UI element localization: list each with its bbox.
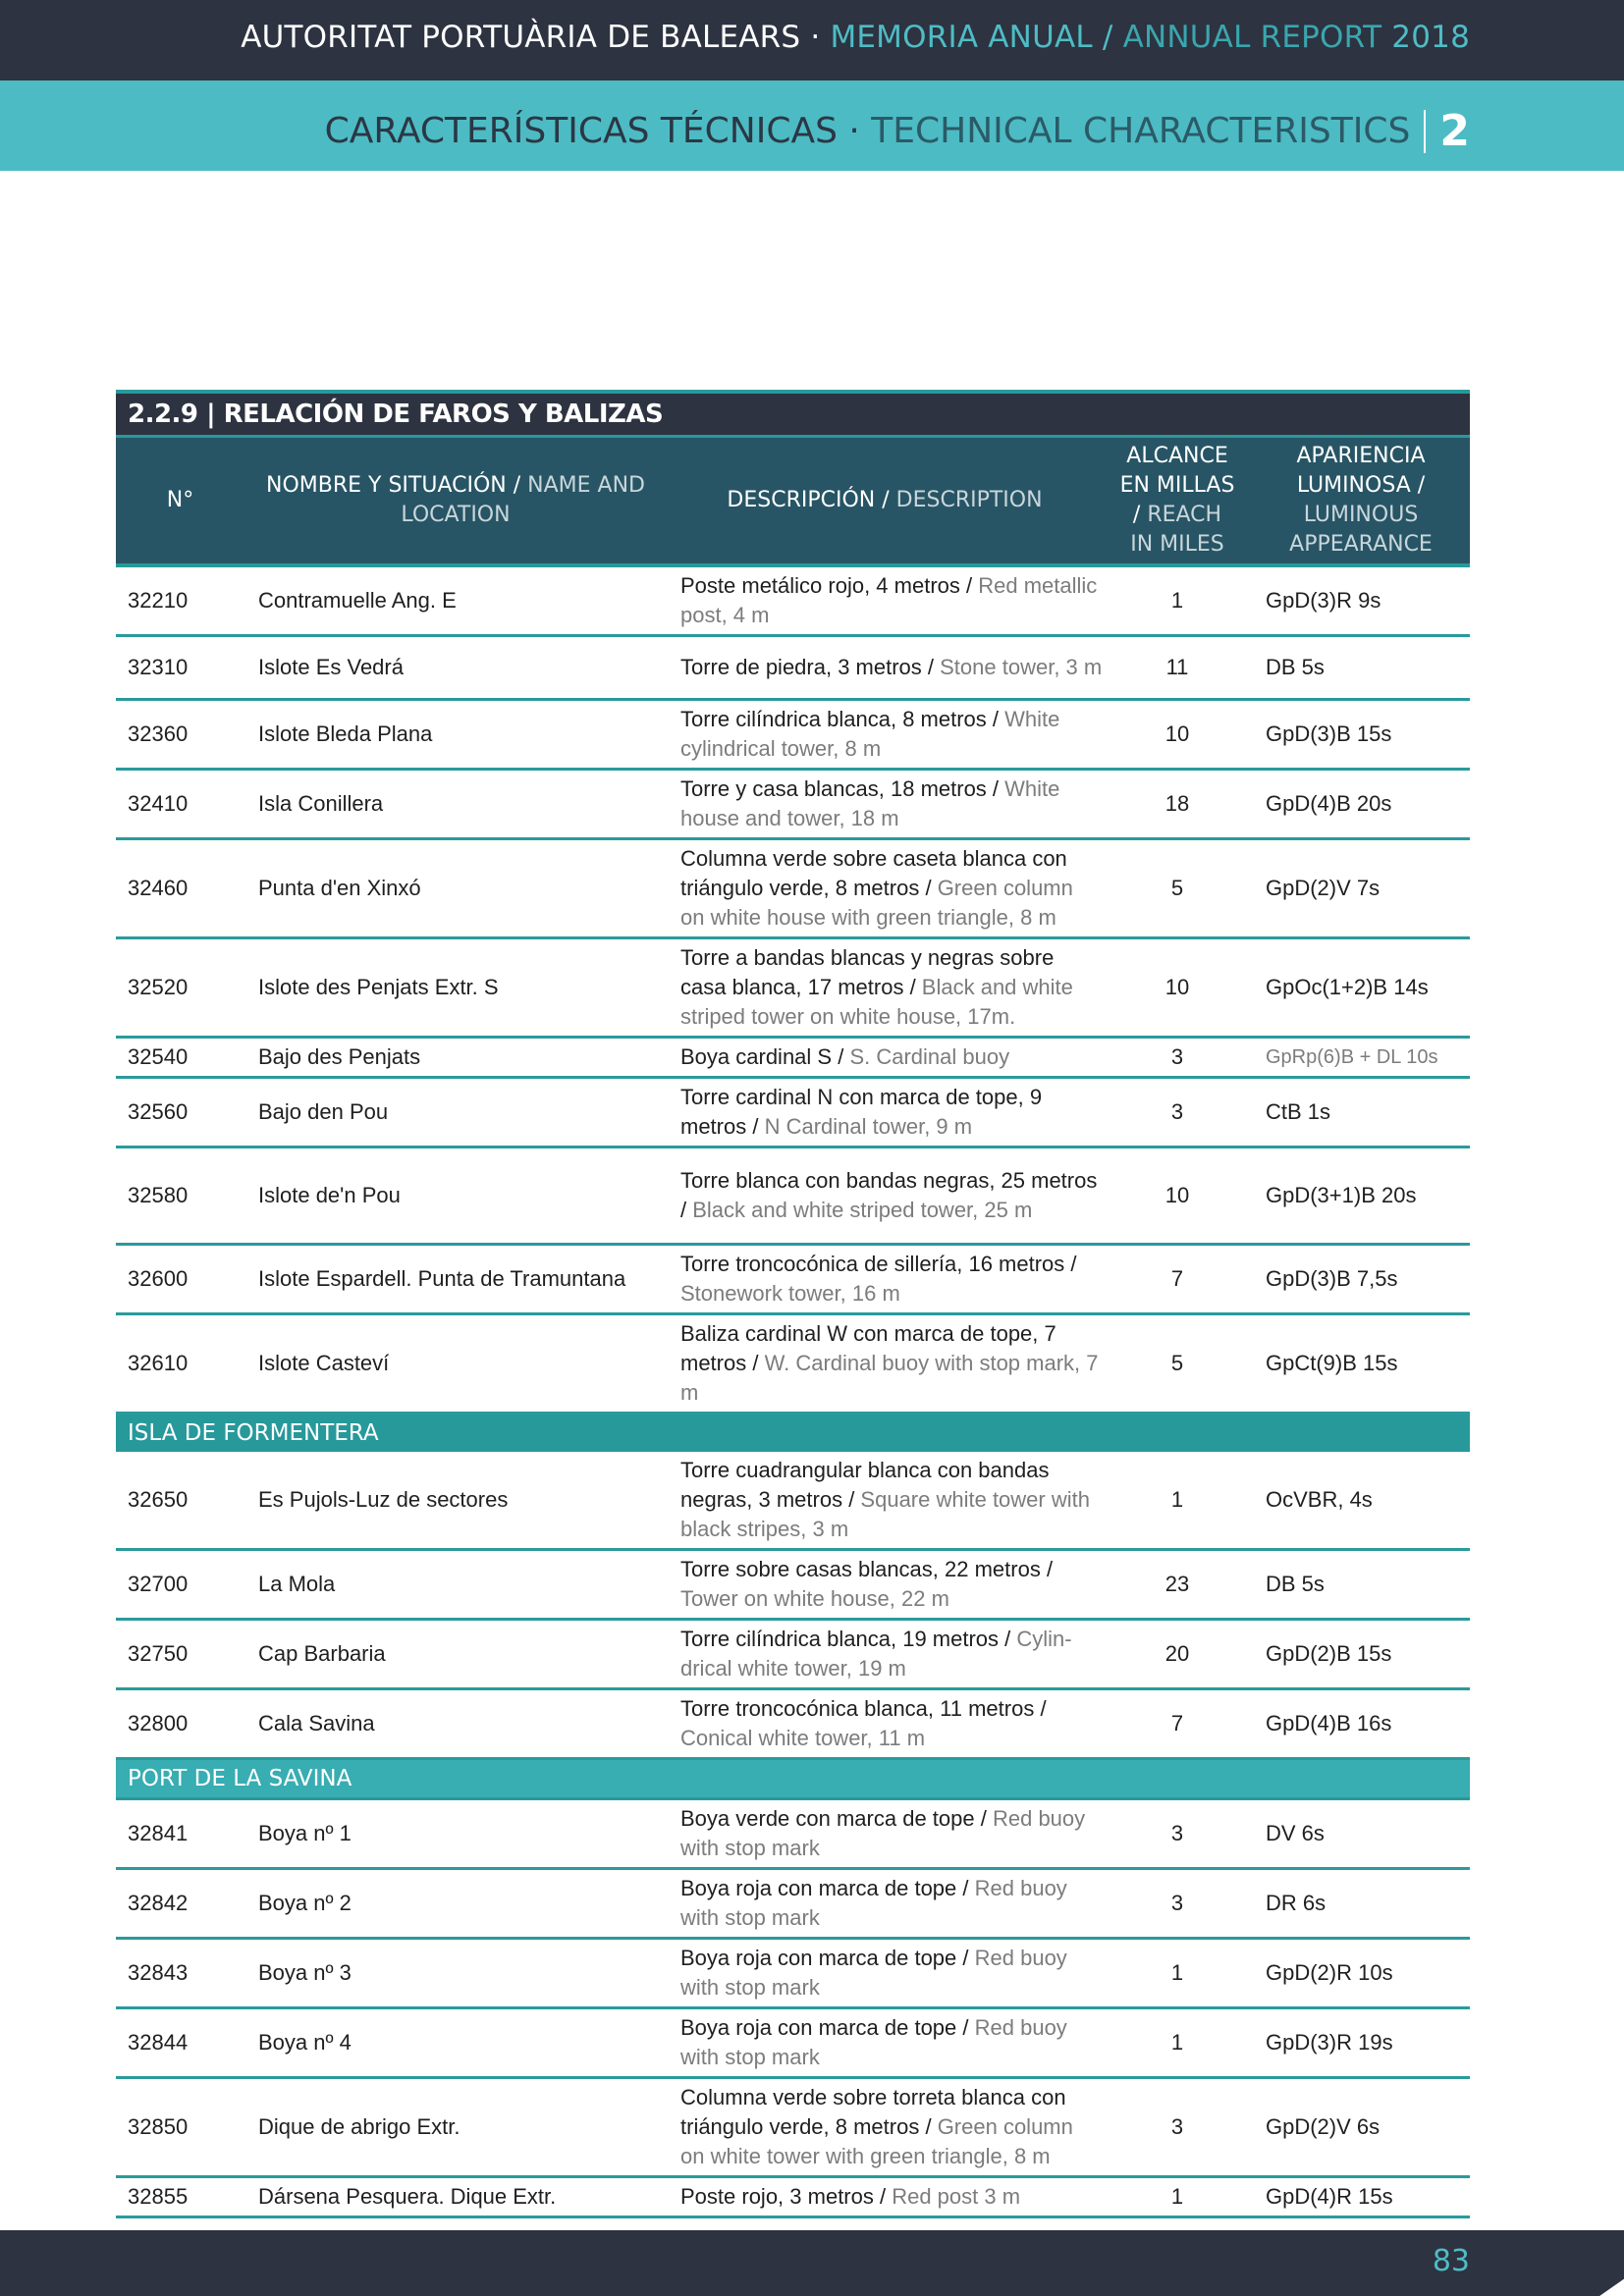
row-reach: 10 bbox=[1164, 721, 1190, 746]
description-es: Torre cardinal N con marca de tope, 9 metros / bbox=[680, 1085, 1043, 1139]
description-en: S. Cardinal buoy bbox=[849, 1044, 1010, 1069]
row-number: 32855 bbox=[128, 2184, 189, 2209]
col-header-appearance-en: LUMINOUS APPEARANCE bbox=[1289, 503, 1433, 557]
row-name: Islote Espardell. Punta de Tramuntana bbox=[258, 1266, 626, 1291]
description-en: Cylin-drical white tower, 19 m bbox=[680, 1627, 1072, 1681]
description-es: Torre de piedra, 3 metros / bbox=[680, 655, 941, 679]
row-appearance: DB 5s bbox=[1266, 655, 1325, 679]
row-number: 32800 bbox=[128, 1711, 189, 1735]
row-name: Cala Savina bbox=[258, 1711, 375, 1735]
row-reach: 1 bbox=[1170, 2184, 1184, 2209]
table-row bbox=[116, 567, 1470, 637]
row-appearance: GpD(3)B 7,5s bbox=[1266, 1266, 1398, 1291]
description-es: Torre cilíndrica blanca, 19 metros / bbox=[680, 1627, 1017, 1651]
row-description bbox=[667, 1800, 1103, 1867]
description-es: Columna verde sobre caseta blanca con triángulo verde, 8 metros / bbox=[680, 846, 1067, 900]
group-header: ISLA DE FORMENTERA bbox=[116, 1415, 1470, 1452]
description-en: Conical white tower, 11 m bbox=[680, 1726, 926, 1750]
row-appearance: GpD(2)B 15s bbox=[1266, 1641, 1392, 1666]
row-reach: 3 bbox=[1170, 1099, 1184, 1124]
row-name: Boya nº 2 bbox=[258, 1891, 352, 1915]
top-header-bar bbox=[0, 0, 1624, 80]
row-description bbox=[667, 1315, 1103, 1412]
description-es: Torre troncocónica blanca, 11 metros / bbox=[680, 1696, 1047, 1721]
row-appearance: DV 6s bbox=[1266, 1821, 1325, 1845]
row-appearance: GpD(3)R 9s bbox=[1266, 588, 1381, 613]
row-name: Boya nº 3 bbox=[258, 1960, 352, 1985]
row-number: 32610 bbox=[128, 1351, 189, 1375]
row-appearance: GpD(4)R 15s bbox=[1266, 2184, 1393, 2209]
col-header-appearance-label bbox=[1252, 442, 1470, 560]
row-number: 32844 bbox=[128, 2030, 189, 2055]
row-number: 32842 bbox=[128, 1891, 189, 1915]
row-appearance: OcVBR, 4s bbox=[1266, 1487, 1373, 1512]
chapter-title-es: CARACTERÍSTICAS TÉCNICAS bbox=[324, 111, 838, 151]
row-appearance: DB 5s bbox=[1266, 1572, 1325, 1596]
col-header-name-label bbox=[244, 471, 667, 530]
row-number: 32841 bbox=[128, 1821, 189, 1845]
row-name: Dársena Pesquera. Dique Extr. bbox=[258, 2184, 557, 2209]
table-header bbox=[116, 435, 1470, 567]
row-name: Islote Es Vedrá bbox=[258, 655, 404, 679]
separator: · bbox=[837, 111, 872, 151]
description-en: White house and tower, 18 m bbox=[680, 776, 1060, 830]
chapter-title bbox=[325, 106, 1470, 156]
row-description bbox=[667, 649, 1103, 686]
page-number: 83 bbox=[1432, 2244, 1470, 2278]
description-en: Red post 3 m bbox=[892, 2184, 1021, 2209]
table-row bbox=[116, 939, 1470, 1039]
row-description bbox=[667, 1940, 1103, 2006]
row-name: Islote des Penjats Extr. S bbox=[258, 975, 499, 999]
description-es: Boya roja con marca de tope / bbox=[680, 2015, 975, 2040]
table-row bbox=[116, 771, 1470, 840]
table-row bbox=[116, 2079, 1470, 2178]
table-row bbox=[116, 1079, 1470, 1148]
description-es: Boya cardinal S / bbox=[680, 1044, 850, 1069]
col-header-desc-es: DESCRIPCIÓN / bbox=[727, 488, 896, 512]
row-appearance: GpD(2)R 10s bbox=[1266, 1960, 1393, 1985]
col-header-reach-label bbox=[1103, 442, 1252, 560]
row-appearance: GpD(2)V 7s bbox=[1266, 876, 1380, 900]
row-name: Cap Barbaria bbox=[258, 1641, 386, 1666]
row-name: Boya nº 1 bbox=[258, 1821, 352, 1845]
row-number: 32210 bbox=[128, 588, 189, 613]
row-number: 32360 bbox=[128, 721, 189, 746]
row-reach: 10 bbox=[1164, 975, 1190, 999]
description-en: Black and white striped tower on white house, 17m. bbox=[680, 975, 1073, 1029]
row-name: Islote Casteví bbox=[258, 1351, 390, 1375]
row-description bbox=[667, 1690, 1103, 1757]
row-description bbox=[667, 2178, 1103, 2216]
col-header-appearance-es: APARIENCIA LUMINOSA / bbox=[1296, 444, 1426, 498]
col-header-description bbox=[667, 438, 1103, 563]
row-reach: 3 bbox=[1170, 1821, 1184, 1845]
description-en: Red metallic post, 4 m bbox=[680, 573, 1098, 627]
row-number: 32540 bbox=[128, 1044, 189, 1069]
row-description bbox=[667, 1246, 1103, 1312]
report-label-en: ANNUAL REPORT bbox=[1122, 20, 1382, 55]
table-row bbox=[116, 840, 1470, 939]
table-row bbox=[116, 1940, 1470, 2009]
description-en: Red buoy with stop mark bbox=[680, 1876, 1067, 1930]
row-reach: 10 bbox=[1164, 1183, 1190, 1207]
row-appearance: GpOc(1+2)B 14s bbox=[1266, 975, 1429, 999]
row-description bbox=[667, 1079, 1103, 1146]
col-header-appearance bbox=[1252, 438, 1470, 563]
table-row bbox=[116, 1870, 1470, 1940]
description-es: Boya roja con marca de tope / bbox=[680, 1946, 975, 1970]
row-description bbox=[667, 1039, 1103, 1076]
group-header: PORT DE LA SAVINA bbox=[116, 1760, 1470, 1800]
row-number: 32850 bbox=[128, 2114, 189, 2139]
description-en: Tower on white house, 22 m bbox=[680, 1586, 949, 1611]
col-header-reach-es: ALCANCE EN MILLAS / bbox=[1119, 444, 1235, 527]
description-es: Boya roja con marca de tope / bbox=[680, 1876, 975, 1900]
row-reach: 1 bbox=[1170, 2030, 1184, 2055]
row-reach: 20 bbox=[1164, 1641, 1190, 1666]
row-number: 32520 bbox=[128, 975, 189, 999]
table-row bbox=[116, 1148, 1470, 1246]
description-en: W. Cardinal buoy with stop mark, 7 m bbox=[680, 1351, 1099, 1405]
row-number: 32560 bbox=[128, 1099, 189, 1124]
row-description bbox=[667, 2079, 1103, 2175]
row-appearance: GpD(2)V 6s bbox=[1266, 2114, 1380, 2139]
row-reach: 5 bbox=[1170, 876, 1184, 900]
row-reach: 7 bbox=[1170, 1711, 1184, 1735]
col-header-name bbox=[244, 438, 667, 563]
table-row bbox=[116, 1800, 1470, 1870]
row-description bbox=[667, 701, 1103, 768]
row-name: Bajo des Penjats bbox=[258, 1044, 421, 1069]
row-reach: 1 bbox=[1170, 588, 1184, 613]
col-header-number bbox=[116, 438, 244, 563]
row-description bbox=[667, 840, 1103, 936]
col-header-desc-en: DESCRIPTION bbox=[895, 488, 1043, 512]
row-appearance: GpD(4)B 20s bbox=[1266, 791, 1392, 816]
row-name: Dique de abrigo Extr. bbox=[258, 2114, 460, 2139]
row-name: Islote de'n Pou bbox=[258, 1183, 401, 1207]
row-number: 32310 bbox=[128, 655, 189, 679]
description-en: Green column on white tower with green triangle, 8 m bbox=[680, 2114, 1073, 2168]
table-row bbox=[116, 1246, 1470, 1315]
row-reach: 3 bbox=[1170, 2114, 1184, 2139]
table-row bbox=[116, 1315, 1470, 1415]
description-en: N Cardinal tower, 9 m bbox=[764, 1114, 973, 1139]
description-en: Red buoy with stop mark bbox=[680, 2015, 1067, 2069]
footer-bar bbox=[0, 2230, 1624, 2296]
description-en: Stonework tower, 16 m bbox=[680, 1281, 900, 1306]
description-en: Stone tower, 3 m bbox=[940, 655, 1103, 679]
row-number: 32600 bbox=[128, 1266, 189, 1291]
description-es: Boya verde con marca de tope / bbox=[680, 1806, 993, 1831]
table-row bbox=[116, 637, 1470, 701]
description-en: White cylindrical tower, 8 m bbox=[680, 707, 1060, 761]
row-number: 32750 bbox=[128, 1641, 189, 1666]
col-header-name-en: NAME AND LOCATION bbox=[401, 473, 645, 527]
description-es: Torre blanca con bandas negras, 25 metros / bbox=[680, 1168, 1098, 1222]
description-en: Green column on white house with green triangle, 8 m bbox=[680, 876, 1073, 930]
table-body bbox=[116, 567, 1470, 2218]
row-description bbox=[667, 1621, 1103, 1687]
row-number: 32460 bbox=[128, 876, 189, 900]
description-en: Red buoy with stop mark bbox=[680, 1946, 1067, 2000]
description-es: Baliza cardinal W con marca de tope, 7 metros / bbox=[680, 1321, 1056, 1375]
row-number: 32843 bbox=[128, 1960, 189, 1985]
col-header-reach-en: REACH IN MILES bbox=[1130, 503, 1224, 557]
chapter-number: 2 bbox=[1439, 106, 1470, 156]
row-number: 32410 bbox=[128, 791, 189, 816]
table-row bbox=[116, 2178, 1470, 2218]
row-description bbox=[667, 1551, 1103, 1618]
row-name: La Mola bbox=[258, 1572, 336, 1596]
row-name: Bajo den Pou bbox=[258, 1099, 389, 1124]
report-title bbox=[241, 20, 1470, 55]
row-name: Es Pujols-Luz de sectores bbox=[258, 1487, 509, 1512]
row-name: Boya nº 4 bbox=[258, 2030, 352, 2055]
table-row bbox=[116, 701, 1470, 771]
row-reach: 5 bbox=[1170, 1351, 1184, 1375]
section-title: 2.2.9 | RELACIÓN DE FAROS Y BALIZAS bbox=[116, 390, 1470, 435]
row-appearance: GpRp(6)B + DL 10s bbox=[1266, 1045, 1438, 1068]
table-row bbox=[116, 1452, 1470, 1551]
lighthouse-table bbox=[116, 390, 1470, 2218]
description-es: Poste metálico rojo, 4 metros / bbox=[680, 573, 979, 598]
description-es: Poste rojo, 3 metros / bbox=[680, 2184, 893, 2209]
row-description bbox=[667, 1452, 1103, 1548]
chapter-title-en: TECHNICAL CHARACTERISTICS bbox=[871, 111, 1411, 151]
row-description bbox=[667, 567, 1103, 634]
row-name: Contramuelle Ang. E bbox=[258, 588, 457, 613]
description-es: Torre troncocónica de sillería, 16 metros / bbox=[680, 1252, 1077, 1276]
row-reach: 23 bbox=[1164, 1572, 1190, 1596]
description-es: Torre cuadrangular blanca con bandas negras, 3 metros / bbox=[680, 1458, 1050, 1512]
col-header-number-label: N° bbox=[166, 488, 194, 512]
report-label-es: MEMORIA ANUAL / bbox=[830, 20, 1123, 55]
col-header-name-es: NOMBRE Y SITUACIÓN / bbox=[266, 473, 528, 498]
row-description bbox=[667, 1870, 1103, 1937]
row-description bbox=[667, 1162, 1103, 1229]
row-name: Isla Conillera bbox=[258, 791, 384, 816]
row-reach: 11 bbox=[1165, 655, 1189, 679]
col-header-description-label bbox=[727, 486, 1042, 515]
row-description bbox=[667, 939, 1103, 1036]
row-appearance: CtB 1s bbox=[1266, 1099, 1331, 1124]
row-reach: 1 bbox=[1170, 1960, 1184, 1985]
row-name: Punta d'en Xinxó bbox=[258, 876, 421, 900]
row-name: Islote Bleda Plana bbox=[258, 721, 433, 746]
table-row bbox=[116, 1039, 1470, 1079]
divider bbox=[1424, 110, 1426, 153]
row-appearance: GpD(3)R 19s bbox=[1266, 2030, 1393, 2055]
description-es: Columna verde sobre torreta blanca con triángulo verde, 8 metros / bbox=[680, 2085, 1066, 2139]
description-es: Torre sobre casas blancas, 22 metros / bbox=[680, 1557, 1054, 1581]
table-row bbox=[116, 2009, 1470, 2079]
description-en: Red buoy with stop mark bbox=[680, 1806, 1086, 1860]
organization-name: AUTORITAT PORTUÀRIA DE BALEARS bbox=[241, 20, 801, 55]
description-es: Torre y casa blancas, 18 metros / bbox=[680, 776, 1005, 801]
row-reach: 3 bbox=[1170, 1044, 1184, 1069]
table-row bbox=[116, 1690, 1470, 1760]
table-row bbox=[116, 1551, 1470, 1621]
row-number: 32580 bbox=[128, 1183, 189, 1207]
decorative-slash bbox=[1568, 2230, 1624, 2296]
report-year: 2018 bbox=[1381, 20, 1470, 55]
row-number: 32700 bbox=[128, 1572, 189, 1596]
chapter-bar bbox=[0, 80, 1624, 171]
row-appearance: GpD(3)B 15s bbox=[1266, 721, 1392, 746]
row-reach: 7 bbox=[1170, 1266, 1184, 1291]
row-reach: 18 bbox=[1164, 791, 1190, 816]
row-appearance: GpCt(9)B 15s bbox=[1266, 1351, 1398, 1375]
description-es: Torre cilíndrica blanca, 8 metros / bbox=[680, 707, 1005, 731]
table-row bbox=[116, 1621, 1470, 1690]
description-en: Square white tower with black stripes, 3 m bbox=[680, 1487, 1090, 1541]
description-es: Torre a bandas blancas y negras sobre casa blanca, 17 metros / bbox=[680, 945, 1055, 999]
row-number: 32650 bbox=[128, 1487, 189, 1512]
col-header-reach bbox=[1103, 438, 1252, 563]
row-reach: 1 bbox=[1170, 1487, 1184, 1512]
separator: · bbox=[800, 20, 831, 55]
description-en: Black and white striped tower, 25 m bbox=[692, 1198, 1033, 1222]
row-description bbox=[667, 2009, 1103, 2076]
row-appearance: GpD(4)B 16s bbox=[1266, 1711, 1392, 1735]
row-appearance: GpD(3+1)B 20s bbox=[1266, 1183, 1417, 1207]
row-appearance: DR 6s bbox=[1266, 1891, 1326, 1915]
row-description bbox=[667, 771, 1103, 837]
row-reach: 3 bbox=[1170, 1891, 1184, 1915]
